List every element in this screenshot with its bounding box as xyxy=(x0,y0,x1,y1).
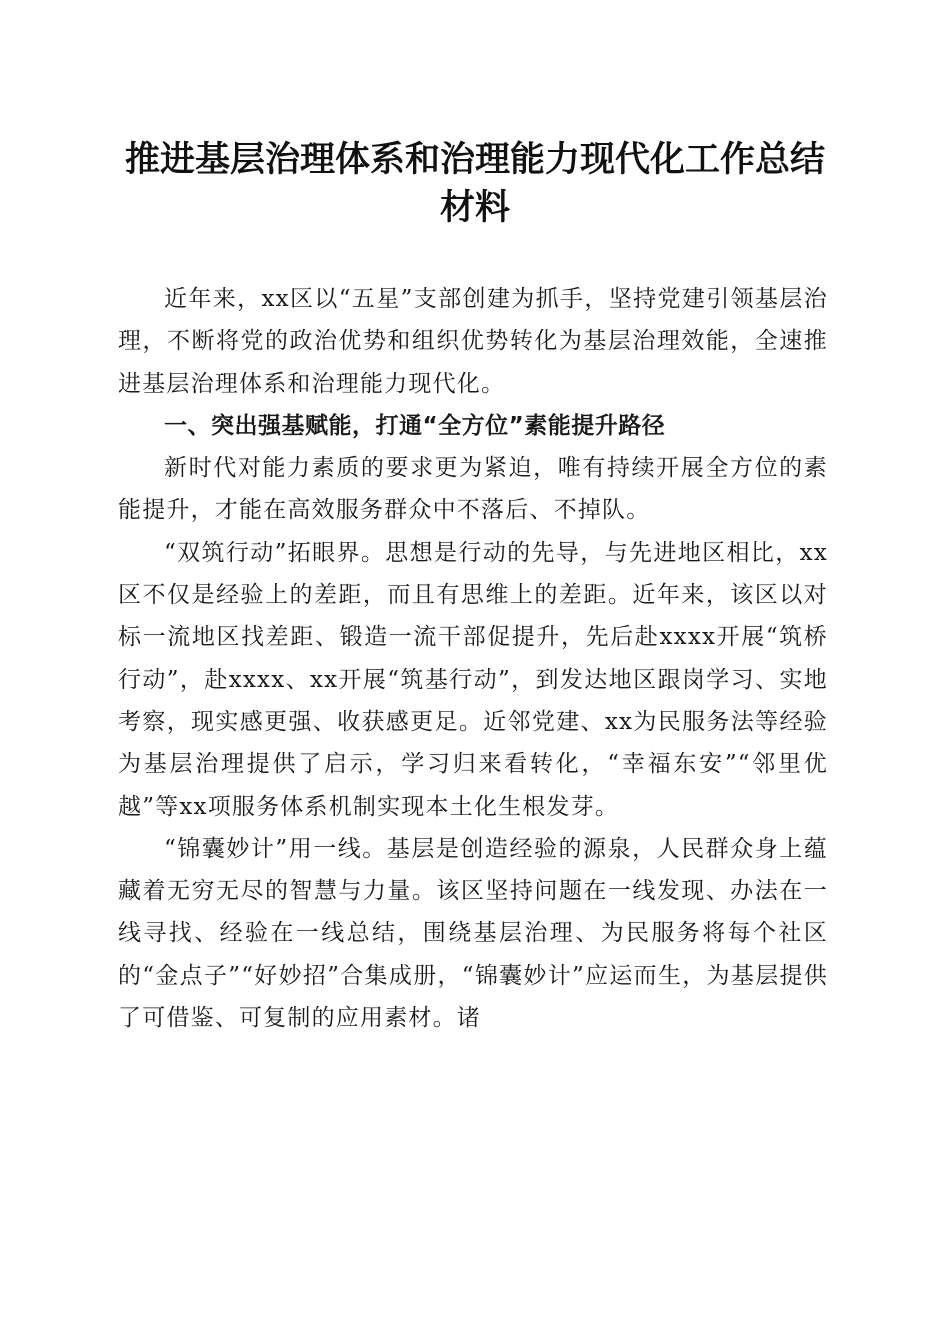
body-paragraph: 新时代对能力素质的要求更为紧迫，唯有持续开展全方位的素能提升，才能在高效服务群众中不落后、不掉队。 xyxy=(118,455,828,524)
document-body xyxy=(118,278,828,1039)
section-heading-1: 一、突出强基赋能，打通“全方位”素能提升路径 xyxy=(164,412,666,439)
body-paragraph: “双筑行动”拓眼界。思想是行动的先导，与先进地区相比，xx区不仅是经验上的差距，而且有思维上的差距。近年来，该区以对标一流地区找差距、锻造一流干部促提升，先后赴xxxx开展“筑桥行动”，赴xxxx、xx开展“筑基行动”，到发达地区跟岗学习、实地考察，现实感更强、收获感更足。近邻党建、xx为民服务法等经验为基层治理提供了启示，学习归来看转化，“幸福东安”“邻里优越”等xx项服务体系机制实现本土化生根发芽。 xyxy=(118,539,828,820)
document-title-line-1: 推进基层治理体系和治理能力现代化工作总结 xyxy=(124,140,825,180)
body-paragraph: “锦囊妙计”用一线。基层是创造经验的源泉，人民群众身上蕴藏着无穷无尽的智慧与力量。该区坚持问题在一线发现、办法在一线寻找、经验在一线总结，围绕基层治理、为民服务将每个社区的“金点子”“好妙招”合集成册，“锦囊妙计”应运而生，为基层提供了可借鉴、可复制的应用素材。诸 xyxy=(118,835,828,1032)
document-title-line-2: 材料 xyxy=(439,188,510,228)
document-title xyxy=(110,136,840,232)
intro-paragraph: 近年来，xx区以“五星”支部创建为抓手，坚持党建引领基层治理，不断将党的政治优势和组织优势转化为基层治理效能，全速推进基层治理体系和治理能力现代化。 xyxy=(118,286,828,397)
